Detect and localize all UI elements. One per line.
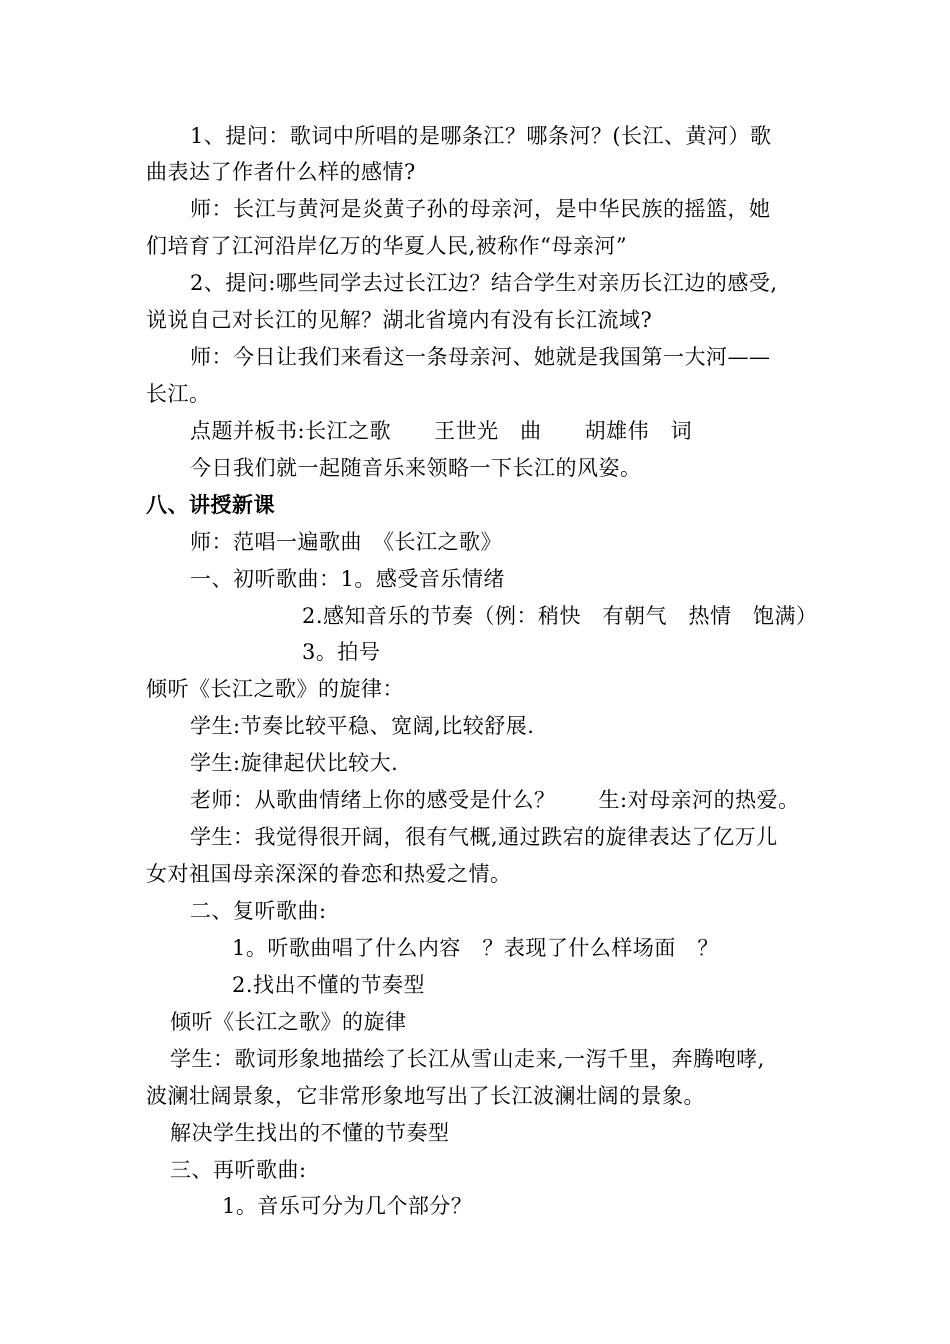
paragraph-line: 三、再听歌曲: xyxy=(170,1158,307,1182)
paragraph-line: 1。音乐可分为几个部分？ xyxy=(222,1194,473,1218)
paragraph-line: 说说自己对长江的见解？湖北省境内有没有长江流域? xyxy=(146,308,653,332)
paragraph-line: 女对祖国母亲深深的眷恋和热爱之情。 xyxy=(146,862,512,886)
paragraph-line: 今日我们就一起随音乐来领略一下长江的风姿。 xyxy=(190,456,642,480)
paragraph-line: 师：今日让我们来看这一条母亲河、她就是我国第一大河—— xyxy=(190,345,771,369)
paragraph-line: 点题并板书:长江之歌 王世光 曲 胡雄伟 词 xyxy=(190,419,693,443)
paragraph-line: 1、提问：歌词中所唱的是哪条江？哪条河？(长江、黄河）歌 xyxy=(190,124,772,148)
section-heading: 八、讲授新课 xyxy=(146,493,275,517)
paragraph-line: 学生:旋律起伏比较大. xyxy=(190,751,399,775)
paragraph-line: 师：范唱一遍歌曲 《长江之歌》 xyxy=(190,530,502,554)
paragraph-line: 曲表达了作者什么样的感情? xyxy=(146,160,416,184)
paragraph-line: 老师：从歌曲情绪上你的感受是什么？ 生:对母亲河的热爱。 xyxy=(190,788,800,812)
paragraph-line: 二、复听歌曲: xyxy=(190,899,327,923)
paragraph-line: 一、初听歌曲：1。感受音乐情绪 xyxy=(190,567,505,591)
paragraph-line: 学生：我觉得很开阔，很有气概,通过跌宕的旋律表达了亿万儿 xyxy=(190,825,778,849)
paragraph-line: 波澜壮阔景象，它非常形象地写出了长江波澜壮阔的景象。 xyxy=(146,1084,705,1108)
paragraph-line: 长江。 xyxy=(146,382,211,406)
paragraph-line: 倾听《长江之歌》的旋律： xyxy=(146,677,404,701)
paragraph-line: 学生：歌词形象地描绘了长江从雪山走来,一泻千里，奔腾咆哮, xyxy=(170,1047,765,1071)
paragraph-line: 2、提问:哪些同学去过长江边？结合学生对亲历长江边的感受, xyxy=(190,271,778,295)
paragraph-line: 2.找出不懂的节奏型 xyxy=(232,973,426,997)
paragraph-line: 解决学生找出的不懂的节奏型 xyxy=(170,1121,450,1145)
paragraph-line: 倾听《长江之歌》的旋律 xyxy=(170,1010,407,1034)
paragraph-line: 1。听歌曲唱了什么内容 ？表现了什么样场面 ？ xyxy=(232,936,719,960)
paragraph-line: 学生:节奏比较平稳、宽阔,比较舒展. xyxy=(190,714,535,738)
paragraph-line: 3。拍号 xyxy=(302,640,381,664)
paragraph-line: 2.感知音乐的节奏（例：稍快 有朝气 热情 饱满） xyxy=(302,604,818,628)
paragraph-line: 师：长江与黄河是炎黄子孙的母亲河，是中华民族的摇篮，她 xyxy=(190,197,771,221)
paragraph-line: 们培育了江河沿岸亿万的华夏人民,被称作“母亲河” xyxy=(146,234,628,258)
